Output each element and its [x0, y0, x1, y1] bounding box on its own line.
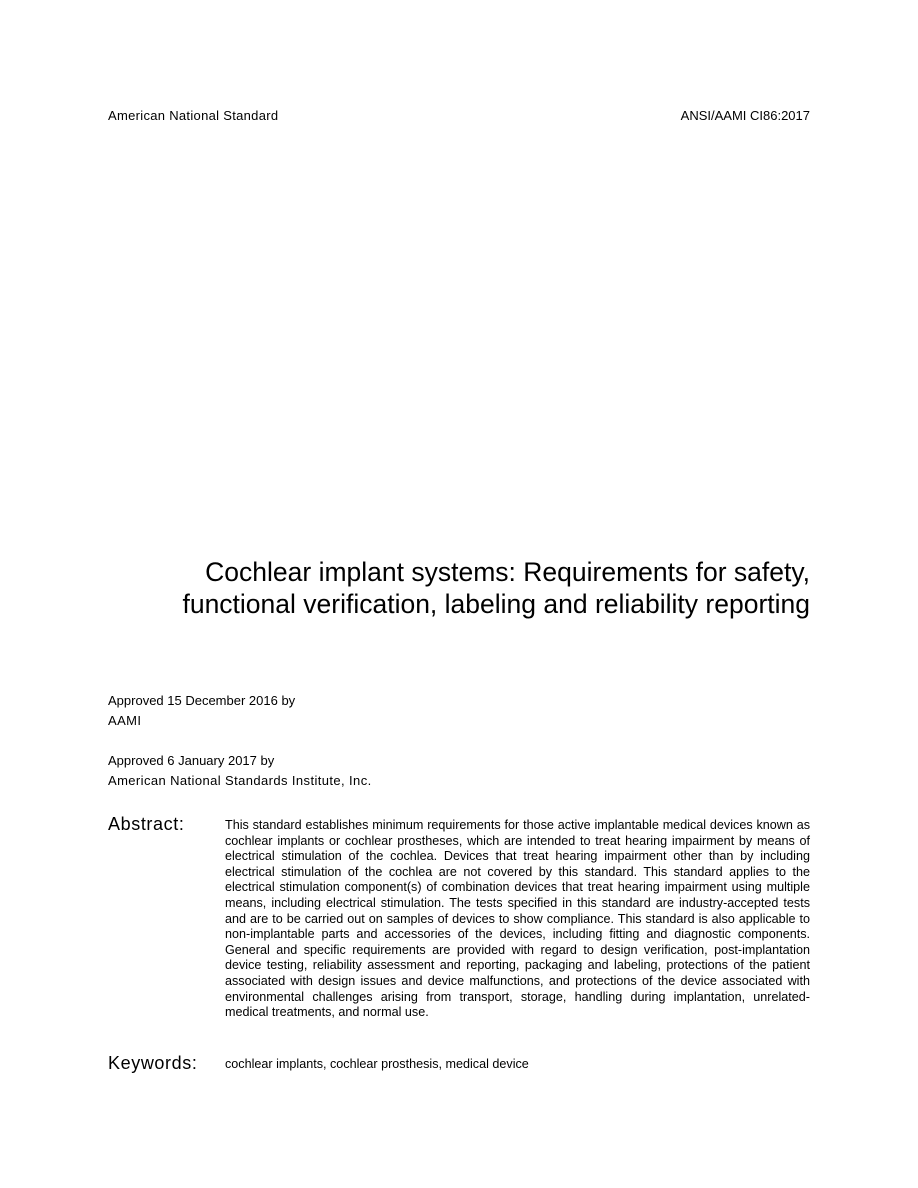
approval-org: AAMI — [108, 713, 142, 728]
document-title — [140, 556, 810, 620]
abstract-text: This standard establishes minimum requirements for those active implantable medical devices known as cochlear implants or cochlear prostheses, which are intended to treat hearing impairment by means of electrical stimulation of the cochlea. Devices that treat hearing impairment other than by including electrical stimulation of the cochlea are not covered by this standard. This standard applies to the electrical stimulation component(s) of combination devices that treat hearing impairment using multiple means, including electrical stimulation. The tests specified in this standard are industry-accepted tests and are to be carried out on samples of devices to show compliance. This standard is also applicable to non-implantable parts and accessories of the devices, including fitting and diagnostic components. General and specific requirements are provided with regard to design verification, post-implantation device testing, reliability assessment and reporting, packaging and labeling, protections of the patient associated with design issues and device malfunctions, and protections of the device associated with environmental challenges arising from transport, storage, handling during implantation, unrelated-medical treatments, and normal use. — [225, 818, 810, 1020]
abstract-label: Abstract: — [108, 814, 185, 834]
header-standard-number: ANSI/AAMI CI86:2017 — [680, 108, 810, 123]
keywords-text: cochlear implants, cochlear prosthesis, medical device — [225, 1057, 529, 1071]
keywords-label: Keywords: — [108, 1053, 198, 1073]
approval-date: Approved 15 December 2016 by — [108, 693, 296, 708]
header-standard-type: American National Standard — [108, 108, 279, 123]
title-line-2: functional verification, labeling and reliability reporting — [182, 589, 810, 619]
approval-aami — [108, 691, 295, 731]
approval-ansi — [108, 751, 372, 791]
title-line-1: Cochlear implant systems: Requirements for safety, — [205, 557, 810, 587]
approval-org: American National Standards Institute, Inc. — [108, 773, 372, 788]
approval-date: Approved 6 January 2017 by — [108, 753, 275, 768]
